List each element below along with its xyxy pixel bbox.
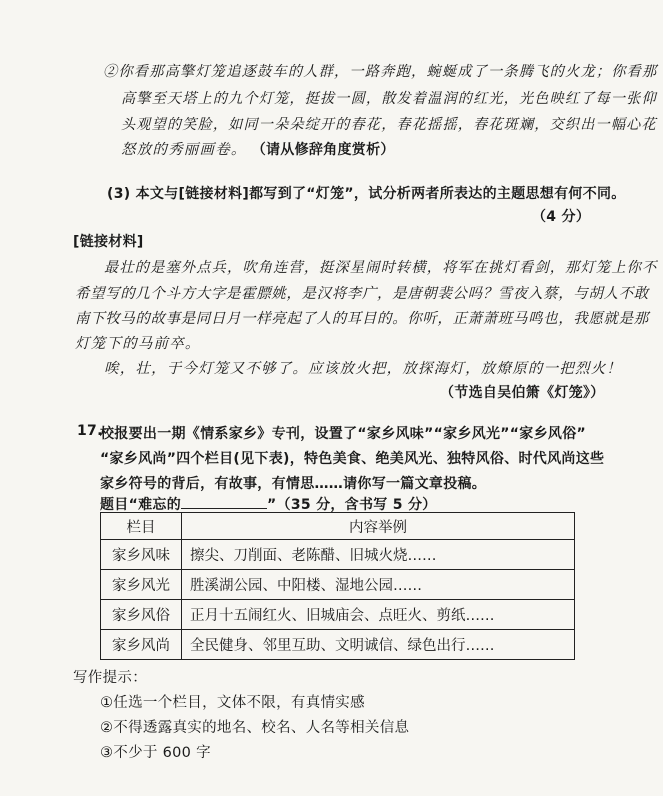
table-row xyxy=(101,570,575,600)
q17-line-1: 校报要出一期《情系家乡》专刊，设置了“家乡风味”“家乡风光”“家乡风俗” xyxy=(100,426,587,442)
link-line-2: 希望写的几个斗方大字是霍膘姚，是汉将李广，是唐朝裴公吗？雪夜入蔡，与胡人不敢 xyxy=(75,286,649,302)
table-cell-column: 家乡风味 xyxy=(101,540,182,570)
annotation-hint: （请从修辞角度赏析） xyxy=(251,142,395,158)
table-header: 栏目 xyxy=(101,513,182,540)
table-header-row xyxy=(101,513,575,540)
annotation-line-3: 头观望的笑脸，如同一朵朵绽开的春花，春花摇摇，春花斑斓，交织出一幅心花 xyxy=(121,117,657,133)
q3-text: (3) 本文与[链接材料]都写到了“灯笼”，试分析两者所表达的主题思想有何不同。 xyxy=(107,186,626,202)
table-row xyxy=(101,600,575,630)
link-material-heading: [链接材料] xyxy=(73,234,144,250)
table-cell-column: 家乡风尚 xyxy=(101,630,182,660)
column-table xyxy=(100,512,575,660)
q17-line-3: 家乡符号的背后，有故事，有情思……请你写一篇文章投稿。 xyxy=(100,476,487,492)
annotation-line-2: 高擎至天塔上的九个灯笼，挺拔一圆，散发着温润的红光，光色映红了每一张仰 xyxy=(121,91,657,107)
q3-score: （4 分） xyxy=(532,209,591,225)
table-cell-examples: 正月十五闹红火、旧城庙会、点旺火、剪纸…… xyxy=(182,600,575,630)
table-cell-column: 家乡风俗 xyxy=(101,600,182,630)
q17-title-prefix: 题目“难忘的 xyxy=(100,497,182,513)
q17-line-2: “家乡风尚”四个栏目(见下表)，特色美食、绝美风光、独特风俗、时代风尚这些 xyxy=(100,451,605,467)
link-line-4: 灯笼下的马前卒。 xyxy=(75,336,201,352)
q17-title xyxy=(100,494,437,514)
annotation-line-1: ②你看那高擎灯笼追逐鼓车的人群，一路奔跑，蜿蜒成了一条腾飞的火龙；你看那 xyxy=(103,64,658,80)
link-line-5: 唉，壮，于今灯笼又不够了。应该放火把，放探海灯，放燎原的一把烈火！ xyxy=(104,361,623,377)
tips-heading: 写作提示： xyxy=(73,670,147,686)
tip-item: ①任选一个栏目，文体不限，有真情实感 xyxy=(100,695,365,711)
q17-title-suffix: ”（35 分，含书写 5 分） xyxy=(267,497,437,513)
table-row xyxy=(101,540,575,570)
link-line-1: 最壮的是塞外点兵，吹角连营，挺深星闹时转横，将军在挑灯看剑，那灯笼上你不 xyxy=(104,260,658,276)
link-source: （节选自吴伯箫《灯笼》） xyxy=(440,385,605,401)
tip-item: ③不少于 600 字 xyxy=(100,745,211,761)
title-blank xyxy=(181,494,267,509)
annotation-line-4 xyxy=(121,138,395,159)
table-row xyxy=(101,630,575,660)
table-header: 内容举例 xyxy=(182,513,575,540)
table-cell-examples: 胜溪湖公园、中阳楼、湿地公园…… xyxy=(182,570,575,600)
table-cell-examples: 全民健身、邻里互助、文明诚信、绿色出行…… xyxy=(182,630,575,660)
tip-item: ②不得透露真实的地名、校名、人名等相关信息 xyxy=(100,720,410,736)
annotation-last-text: 怒放的秀丽画卷。 xyxy=(121,142,247,158)
link-line-3: 南下牧马的故事是同日月一样亮起了人的耳目的。你听，正萧萧班马鸣也，我愿就是那 xyxy=(75,311,649,327)
table-cell-column: 家乡风光 xyxy=(101,570,182,600)
table-cell-examples: 擦尖、刀削面、老陈醋、旧城火烧…… xyxy=(182,540,575,570)
q17-number: 17. xyxy=(77,423,103,439)
